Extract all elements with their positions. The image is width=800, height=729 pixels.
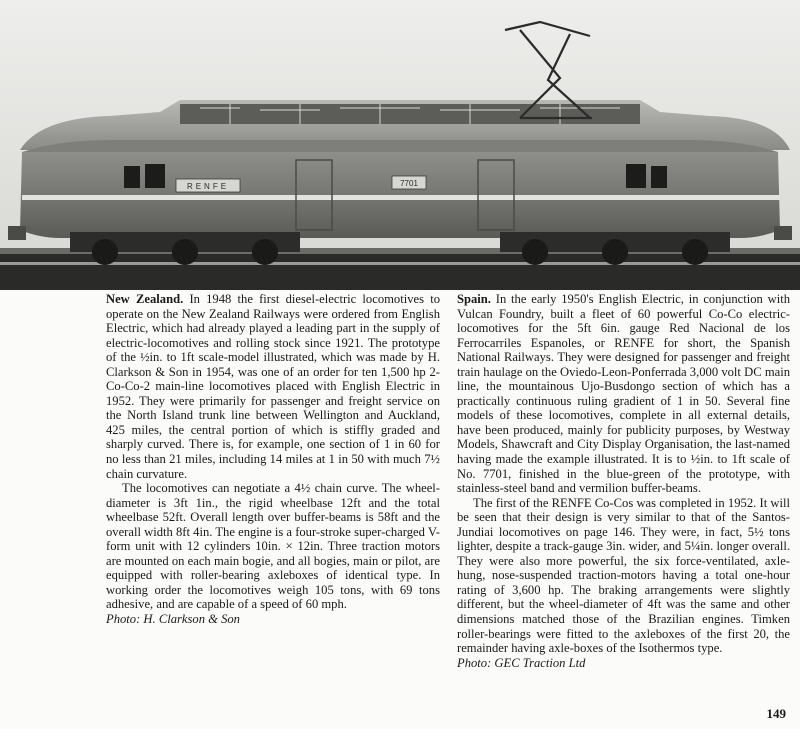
- nameplate-text: RENFE: [186, 182, 230, 191]
- spain-text-1: In the early 1950's English Electric, in conjunction with Vulcan Foundry, built a fleet of 60 powerful Co-Co electric-locomotives for the 5ft 6in. gauge Red Nacional de los Ferrocarriles Espanoles, or RENFE for short, the Spanish National Railways. They were designed for passenger and freight train haulage on the Oviedo-Leon-Ponferrada 3,000 volt DC main line, the mountainous Ujo-Busdongo section of which has a practically continuous ruling gradient of 1 in 50. Several fine models of these locomotives, complete in all external details, have been produced, mainly for publicity purposes, by Westway Models, Shawcraft and City Display Organisation, the last-named having made the example illustrated. It is to ½in. to 1ft scale of No. 7701, finished in the blue-green of the prototype, with stainless-steel band and vermilion buffer-beams.: [457, 292, 790, 496]
- cab-window: [651, 166, 667, 188]
- buffer-beam: [8, 226, 26, 240]
- photo-credit-right: Photo: GEC Traction Ltd: [457, 655, 586, 670]
- new-zealand-text-1: In 1948 the first diesel-electric locomotives to operate on the New Zealand Railways were ordered from English Electric, which had already played a leading part in the supply of electric-locomotives and rolling stock since 1921. The prototype of the ½in. to 1ft scale-model illustrated, which was made by H. Clarkson & Son in 1954, was one of an order for ten 1,500 hp 2-Co-Co-2 main-line locomotives placed with English Electric in 1952. They were primarily for passenger and freight service on the North Island trunk line between Wellington and Auckland, 425 miles, the central portion of which is stiffly graded and sharply curved. There is, for example, one section of 1 in 60 for no less than 21 miles, including 14 miles at 1 in 50 with much 7½ chain curvature.: [106, 292, 440, 481]
- locomotive-photo: [0, 0, 800, 290]
- cab-window: [145, 164, 165, 188]
- bogie-left: [70, 232, 300, 265]
- rail: [0, 262, 800, 265]
- bogie-right: [500, 232, 730, 265]
- left-column: [106, 292, 440, 627]
- cab-window: [124, 166, 140, 188]
- spain-paragraph-1: [457, 292, 790, 496]
- new-zealand-paragraph-2: The locomotives can negotiate a 4½ chain curve. The wheel-diameter is 3ft 1in., the rigid wheelbase 12ft and the total wheelbase 52ft. Overall length over buffer-beams is 58ft and the overall width 8ft 4in. The engine is a four-stroke super-charged V-form unit with 12 cylinders 10in. × 12in. Three traction motors are mounted on each main bogie, and all bogies, main or pilot, are equipped with roller-bearing axleboxes of identical type. In working order the locomotives weigh 105 tons, with 69 tons adhesive, and are capable of a speed of 60 mph.: [106, 481, 440, 612]
- page-number: 149: [766, 706, 786, 721]
- photo-credit-left: Photo: H. Clarkson & Son: [106, 612, 240, 627]
- new-zealand-heading: New Zealand.: [106, 292, 184, 306]
- stainless-steel-band: [22, 195, 780, 200]
- spain-paragraph-2: The first of the RENFE Co-Cos was completed in 1952. It will be seen that their design is very similar to that of the Santos-Jundiai locomotives on page 146. They were, in fact, 5½ tons lighter, despite a track-gauge 3in. wider, and 5¼in. longer overall. They were also more powerful, the six force-ventilated, axle-hung, nose-suspended traction-motors having a total one-hour rating of 3,600 hp. The braking arrangements were slightly different, but the wheel-diameter of 4ft was the same and other dimensions matched those of the Brazilian engines. Timken roller-bearings were fitted to the axleboxes of the first 20, the remainder having axle-boxes of the Isothermos type.: [457, 495, 790, 656]
- roof-equipment: [180, 104, 640, 124]
- cab-window: [626, 164, 646, 188]
- buffer-beam: [774, 226, 792, 240]
- model-base: [0, 252, 800, 290]
- right-column: [457, 292, 790, 670]
- spain-heading: Spain.: [457, 292, 491, 306]
- new-zealand-paragraph-1: [106, 292, 440, 481]
- number-plate-text: 7701: [400, 179, 418, 188]
